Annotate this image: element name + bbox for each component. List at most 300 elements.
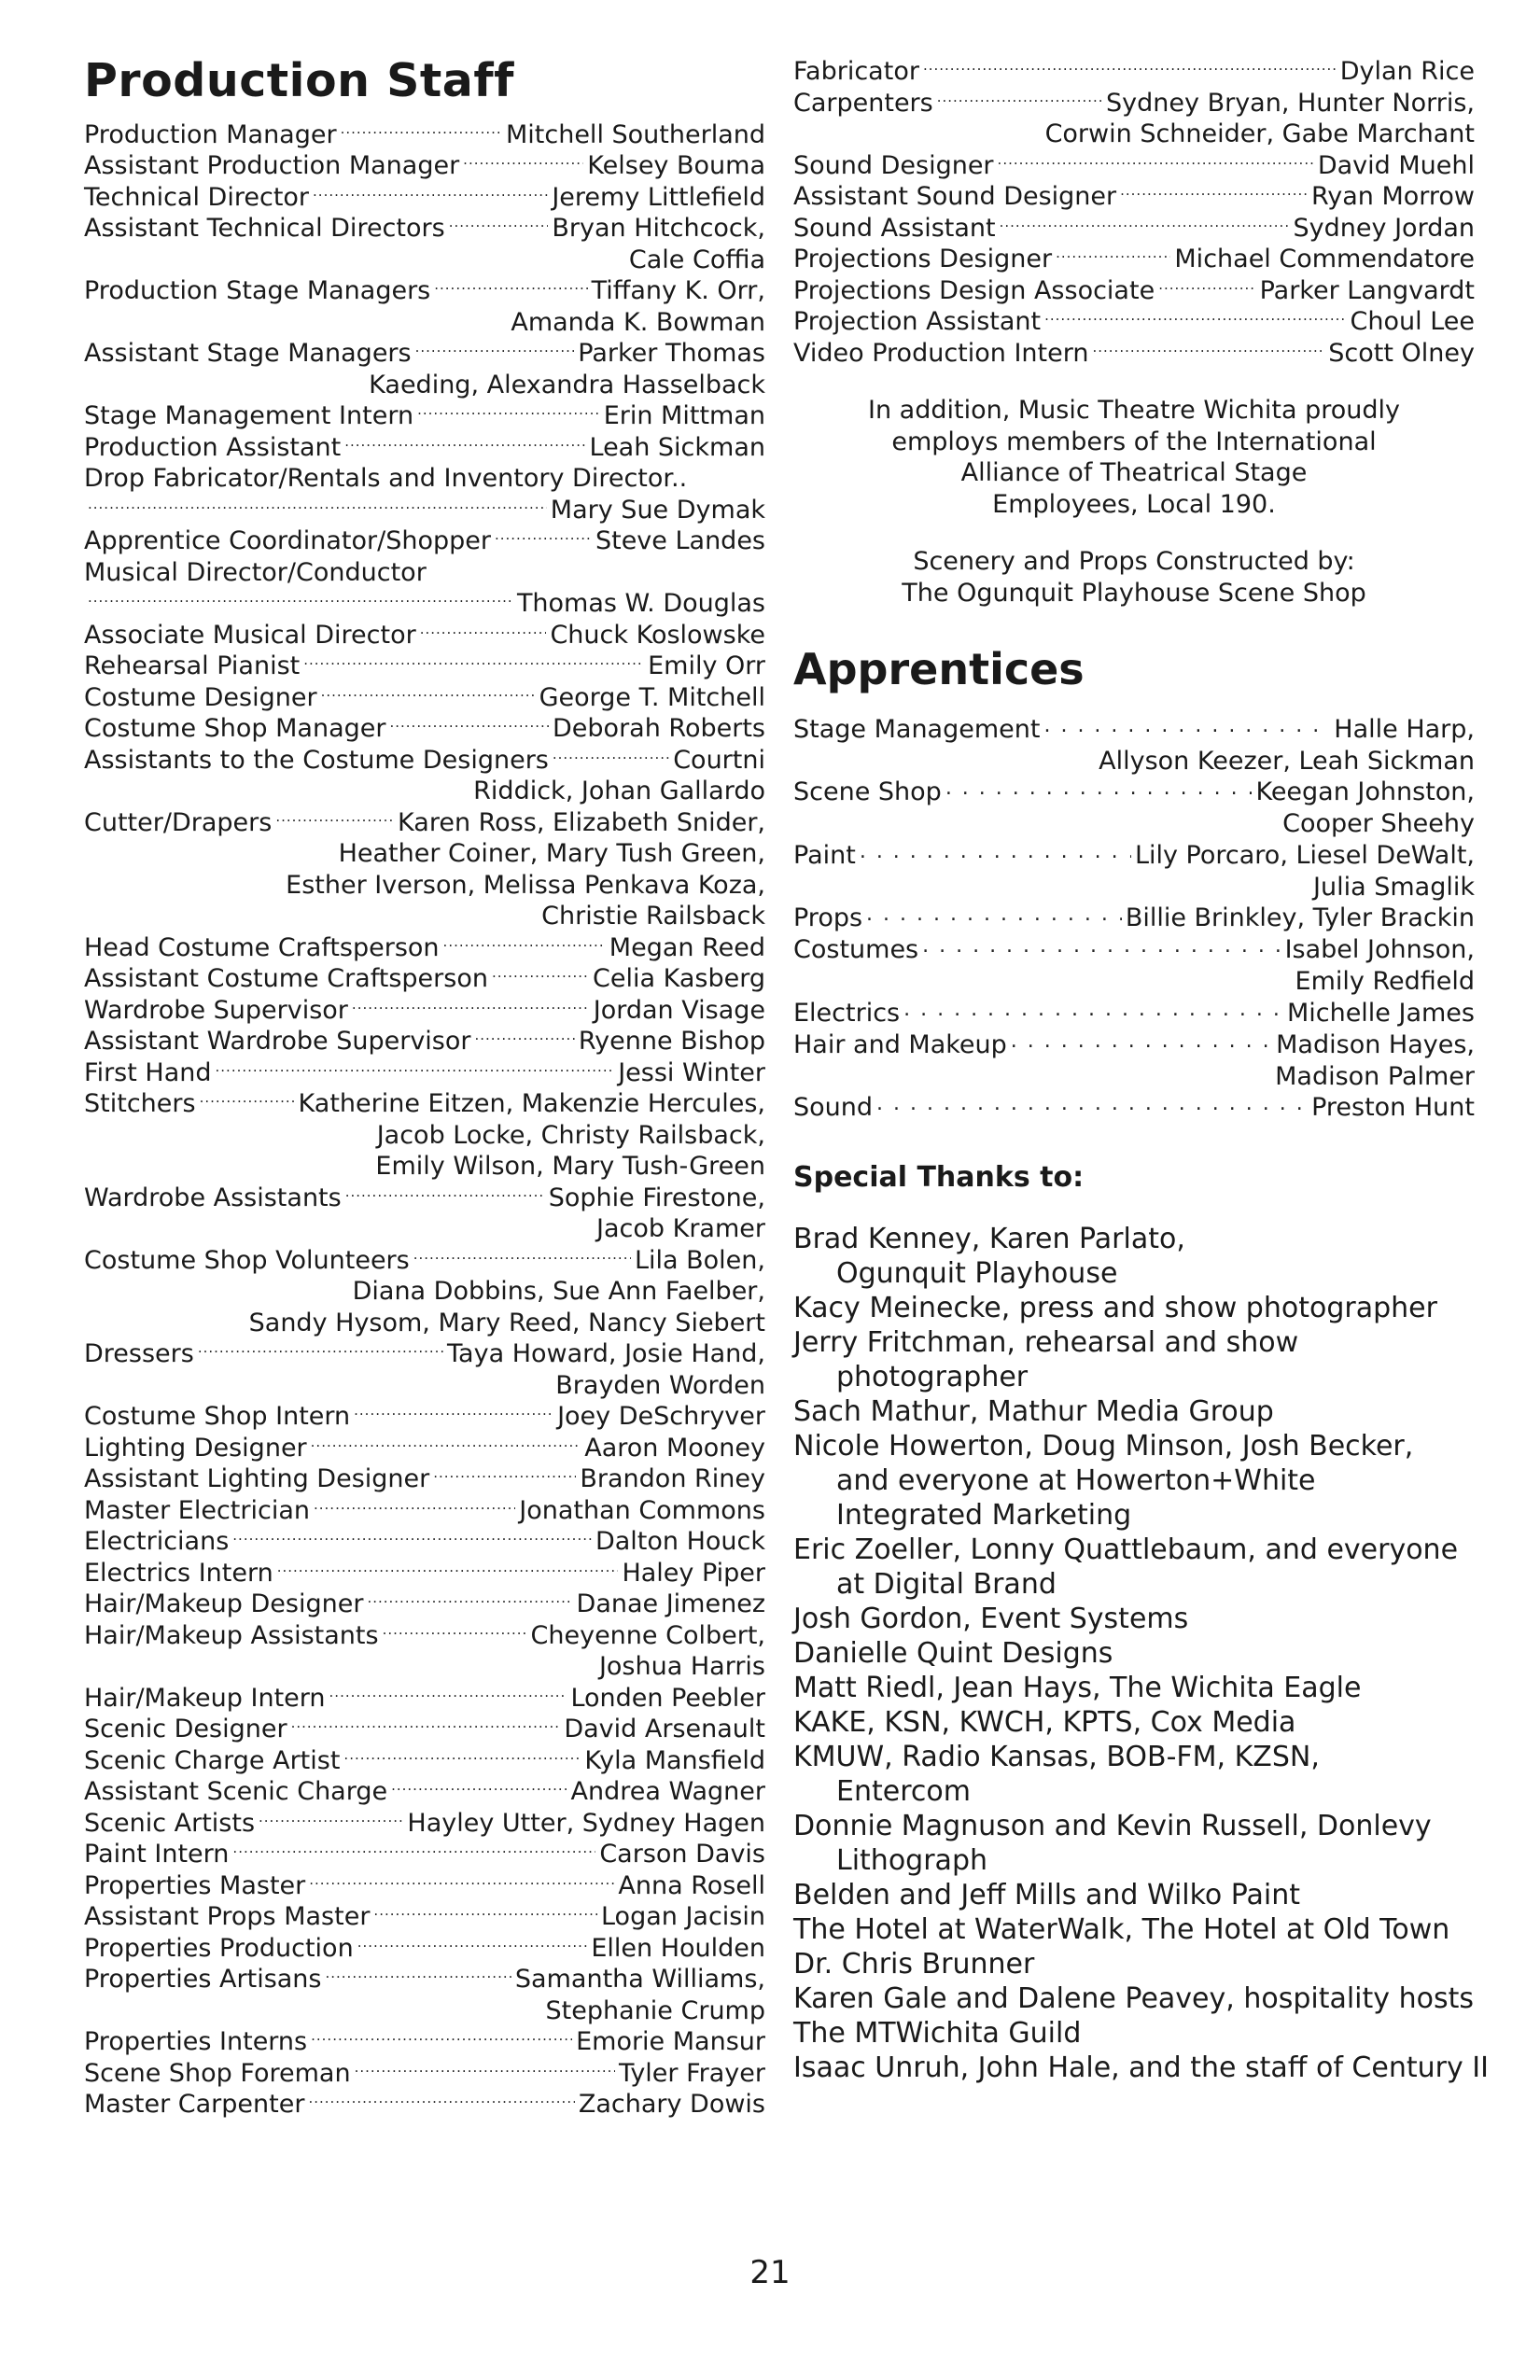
credit-name: Courtni bbox=[673, 745, 765, 775]
credit-row bbox=[84, 150, 765, 182]
thanks-item bbox=[793, 1878, 1475, 1912]
credit-role: Scenic Charge Artist bbox=[84, 1745, 341, 1775]
credit-row bbox=[84, 1964, 765, 1995]
credit-row bbox=[84, 1714, 765, 1745]
credit-role: Electricians bbox=[84, 1527, 230, 1557]
credit-role: Sound Assistant bbox=[793, 213, 996, 243]
dot-leader bbox=[492, 963, 589, 995]
credit-row bbox=[793, 213, 1475, 245]
thanks-item bbox=[793, 1947, 1475, 1981]
credit-role: Video Production Intern bbox=[793, 338, 1089, 368]
dot-leader bbox=[553, 745, 669, 777]
credit-row bbox=[84, 1776, 765, 1808]
dot-leader bbox=[355, 2058, 615, 2090]
thanks-item bbox=[793, 1394, 1475, 1429]
dot-leader bbox=[198, 1338, 443, 1370]
dot-leader bbox=[391, 1776, 567, 1808]
credit-row bbox=[84, 400, 765, 432]
credit-role: Assistant Lighting Designer bbox=[84, 1464, 430, 1494]
dot-leader bbox=[309, 1870, 614, 1902]
credit-role: Costume Shop Intern bbox=[84, 1402, 351, 1432]
credit-name: Madison Hayes, bbox=[1276, 1029, 1475, 1059]
credit-name: Londen Peebler bbox=[570, 1683, 765, 1713]
credit-row bbox=[84, 1901, 765, 1933]
credit-name: Lila Bolen, bbox=[634, 1245, 765, 1275]
dot-leader bbox=[291, 1714, 561, 1745]
credit-row bbox=[84, 1683, 765, 1715]
credit-row bbox=[84, 620, 765, 651]
thanks-text: KAKE, KSN, KWCH, KPTS, Cox Media bbox=[793, 1706, 1296, 1740]
credit-row bbox=[84, 557, 765, 589]
thanks-item bbox=[793, 1912, 1475, 1947]
credit-role: Master Electrician bbox=[84, 1495, 310, 1525]
credit-role: Carpenters bbox=[793, 88, 933, 118]
credit-name-continued: Esther Iverson, Melissa Penkava Koza, bbox=[286, 870, 765, 900]
credit-role: Paint Intern bbox=[84, 1840, 230, 1869]
credit-name-continued: Julia Smaglik bbox=[1313, 872, 1475, 902]
credit-name: Dalton Houck bbox=[595, 1527, 765, 1557]
thanks-item bbox=[793, 1671, 1475, 1705]
credit-name: Andrea Wagner bbox=[570, 1777, 765, 1807]
credit-row bbox=[793, 903, 1475, 934]
credit-name: Deborah Roberts bbox=[553, 714, 765, 744]
credit-name: Chuck Koslowske bbox=[550, 620, 765, 650]
dot-leader bbox=[415, 338, 575, 370]
credit-name: Sydney Jordan bbox=[1293, 213, 1475, 243]
credit-name: Ryenne Bishop bbox=[578, 1027, 765, 1057]
credit-name: Taya Howard, Josie Hand, bbox=[447, 1339, 765, 1369]
thanks-item bbox=[793, 1429, 1475, 1533]
dot-leader bbox=[1092, 338, 1324, 370]
credit-row bbox=[84, 1057, 765, 1089]
credit-role: Projections Designer bbox=[793, 245, 1053, 273]
credit-role: Hair/Makeup Assistants bbox=[84, 1620, 379, 1650]
dot-leader bbox=[945, 777, 1253, 809]
design-staff-list bbox=[793, 56, 1475, 369]
scenery-line: The Ogunquit Playhouse Scene Shop bbox=[902, 578, 1366, 608]
thanks-text-continued: and everyone at Howerton+White bbox=[836, 1464, 1316, 1498]
credit-row bbox=[84, 1745, 765, 1777]
credit-name-continued: Emily Wilson, Mary Tush-Green bbox=[375, 1152, 765, 1182]
dot-leader bbox=[277, 1558, 619, 1589]
credit-row bbox=[84, 1526, 765, 1558]
credit-row bbox=[793, 88, 1475, 119]
credit-row bbox=[84, 1870, 765, 1902]
credit-row bbox=[793, 244, 1475, 275]
thanks-item bbox=[793, 1705, 1475, 1740]
apprentices-heading: Apprentices bbox=[793, 644, 1085, 694]
credit-row bbox=[793, 275, 1475, 307]
iatse-line: Employees, Local 190. bbox=[992, 489, 1276, 519]
credit-row bbox=[793, 181, 1475, 213]
credit-role: Costume Designer bbox=[84, 682, 317, 712]
credit-name-continued: Jacob Locke, Christy Railsback, bbox=[376, 1120, 765, 1150]
thanks-text: KMUW, Radio Kansas, BOB-FM, KZSN, bbox=[793, 1741, 1320, 1774]
credit-name-continued: Stephanie Crump bbox=[545, 1995, 765, 2025]
credit-row bbox=[84, 1495, 765, 1527]
credit-row bbox=[84, 2058, 765, 2090]
dot-leader bbox=[308, 2089, 574, 2121]
thanks-item bbox=[793, 2051, 1489, 2085]
credit-role: Assistant Scenic Charge bbox=[84, 1777, 388, 1807]
dot-leader bbox=[311, 2026, 572, 2058]
thanks-item bbox=[793, 1981, 1475, 2016]
credit-name: Karen Ross, Elizabeth Snider, bbox=[398, 807, 765, 837]
credit-row bbox=[84, 1933, 765, 1965]
iatse-note bbox=[793, 395, 1475, 609]
dot-leader bbox=[344, 432, 585, 464]
dot-leader bbox=[495, 525, 592, 557]
credit-role: Fabricator bbox=[793, 57, 919, 86]
credit-name-continued: Heather Coiner, Mary Tush Green, bbox=[338, 839, 765, 869]
credit-name: Carson Davis bbox=[599, 1840, 765, 1869]
credit-name: Michelle James bbox=[1286, 998, 1475, 1028]
credit-row bbox=[793, 934, 1475, 966]
credit-name: Dylan Rice bbox=[1339, 57, 1475, 86]
dot-leader bbox=[325, 1964, 511, 1995]
credit-row bbox=[84, 1401, 765, 1433]
iatse-paragraph bbox=[793, 395, 1475, 520]
dot-leader bbox=[1120, 181, 1308, 213]
dot-leader bbox=[1056, 244, 1170, 275]
credit-name: Steve Landes bbox=[595, 526, 765, 556]
credit-role: Apprentice Coordinator/Shopper bbox=[84, 526, 491, 556]
credit-role: Lighting Designer bbox=[84, 1433, 307, 1463]
credit-name: Leah Sickman bbox=[589, 432, 765, 462]
credit-name-continued: Amanda K. Bowman bbox=[511, 307, 765, 337]
credit-row bbox=[84, 807, 765, 839]
credit-name: Mitchell Southerland bbox=[505, 119, 765, 149]
credit-role: Stitchers bbox=[84, 1089, 196, 1119]
credit-name: Tyler Frayer bbox=[619, 2058, 765, 2088]
dot-leader bbox=[314, 1495, 515, 1527]
thanks-text: The MTWichita Guild bbox=[793, 2017, 1082, 2051]
credit-role: Production Assistant bbox=[84, 432, 342, 462]
credit-role: Assistant Costume Craftsperson bbox=[84, 964, 488, 994]
credit-role: Sound bbox=[793, 1093, 874, 1123]
credit-row bbox=[84, 275, 765, 307]
credit-name: Preston Hunt bbox=[1311, 1093, 1475, 1123]
credit-name: Lily Porcaro, Liesel DeWalt, bbox=[1134, 840, 1475, 870]
credit-name: Joey DeSchryver bbox=[557, 1402, 765, 1432]
dot-leader bbox=[259, 1808, 403, 1840]
credit-row bbox=[84, 213, 765, 245]
credit-name: Halle Harp, bbox=[1334, 714, 1475, 744]
credit-name: Michael Commendatore bbox=[1174, 245, 1475, 273]
credit-name-continued: Madison Palmer bbox=[1275, 1061, 1475, 1091]
credit-name: Parker Thomas bbox=[578, 339, 765, 369]
credit-role: Rehearsal Pianist bbox=[84, 651, 301, 681]
dot-leader bbox=[275, 807, 394, 839]
dot-leader bbox=[373, 1901, 597, 1933]
credit-role: Assistant Stage Managers bbox=[84, 339, 412, 369]
credit-name: Thomas W. Douglas bbox=[516, 589, 765, 619]
dot-leader bbox=[413, 1245, 631, 1277]
thanks-text: Josh Gordon, Event Systems bbox=[793, 1603, 1189, 1636]
credit-row bbox=[84, 463, 765, 495]
credit-row bbox=[84, 932, 765, 964]
credit-role: Costume Shop Manager bbox=[84, 714, 386, 744]
dot-leader bbox=[1158, 275, 1255, 307]
credit-role: Projections Design Associate bbox=[793, 275, 1155, 305]
thanks-text: Karen Gale and Dalene Peavey, hospitality hosts bbox=[793, 1982, 1474, 2016]
thanks-text: Belden and Jeff Mills and Wilko Paint bbox=[793, 1879, 1301, 1912]
credit-name: Haley Piper bbox=[622, 1558, 765, 1588]
credit-row bbox=[84, 963, 765, 995]
credit-name: Celia Kasberg bbox=[593, 964, 765, 994]
credit-row bbox=[84, 682, 765, 714]
credit-role: Stage Management Intern bbox=[84, 401, 414, 431]
credit-row bbox=[84, 651, 765, 682]
credit-role: Assistant Technical Directors bbox=[84, 214, 445, 244]
credit-name: Sydney Bryan, Hunter Norris, bbox=[1106, 88, 1475, 118]
credit-role: Technical Director bbox=[84, 182, 310, 212]
credit-name-continued: Jacob Kramer bbox=[596, 1214, 765, 1244]
dot-leader bbox=[341, 119, 502, 151]
credit-role: Assistant Sound Designer bbox=[793, 182, 1117, 211]
credit-row bbox=[84, 713, 765, 745]
credit-name: Bryan Hitchcock, bbox=[552, 214, 765, 244]
iatse-line: Alliance of Theatrical Stage bbox=[960, 458, 1308, 487]
credit-row bbox=[793, 714, 1475, 746]
credit-name: Danae Jimenez bbox=[576, 1589, 765, 1619]
credit-name: Brandon Riney bbox=[580, 1464, 765, 1494]
credit-row bbox=[84, 1183, 765, 1214]
thanks-text-continued: Integrated Marketing bbox=[836, 1499, 1132, 1533]
thanks-text: Danielle Quint Designs bbox=[793, 1637, 1113, 1671]
credit-name: Isabel Johnson, bbox=[1284, 935, 1475, 965]
iatse-line: In addition, Music Theatre Wichita proudly bbox=[868, 396, 1400, 425]
production-staff-heading: Production Staff bbox=[84, 54, 514, 107]
dot-leader bbox=[345, 1183, 545, 1214]
credit-name: Scott Olney bbox=[1328, 338, 1475, 368]
credit-name: George T. Mitchell bbox=[539, 682, 765, 712]
credit-role: Musical Director/Conductor bbox=[84, 557, 427, 587]
credit-row bbox=[84, 525, 765, 557]
thanks-text: Donnie Magnuson and Kevin Russell, Donlevy bbox=[793, 1810, 1432, 1843]
thanks-item bbox=[793, 1222, 1475, 1291]
credit-row bbox=[84, 182, 765, 214]
dot-leader bbox=[923, 56, 1337, 88]
thanks-item bbox=[793, 1291, 1475, 1325]
dot-leader bbox=[876, 1093, 1308, 1125]
credit-role: Costumes bbox=[793, 935, 919, 965]
credit-row bbox=[84, 1338, 765, 1370]
dot-leader bbox=[937, 88, 1102, 119]
credit-role: Wardrobe Supervisor bbox=[84, 995, 348, 1025]
thanks-text: Eric Zoeller, Lonny Quattlebaum, and everyone bbox=[793, 1533, 1459, 1567]
dot-leader bbox=[434, 275, 587, 307]
credit-role: Hair and Makeup bbox=[793, 1029, 1007, 1059]
credit-row bbox=[84, 495, 765, 526]
credit-row bbox=[84, 1839, 765, 1870]
dot-leader bbox=[313, 182, 548, 214]
dot-leader bbox=[352, 995, 590, 1027]
credit-name-continued: Cooper Sheehy bbox=[1282, 809, 1475, 839]
credit-name: Jordan Visage bbox=[593, 995, 765, 1025]
credit-role: Assistant Wardrobe Supervisor bbox=[84, 1027, 471, 1057]
credit-role: Scene Shop bbox=[793, 777, 942, 807]
credit-name-continued: Christie Railsback bbox=[541, 902, 765, 931]
dot-leader bbox=[321, 682, 536, 714]
credit-name: Megan Reed bbox=[609, 932, 765, 962]
credit-name: Zachary Dowis bbox=[578, 2090, 765, 2120]
credit-row bbox=[84, 1620, 765, 1652]
credit-name: Billie Brinkley, Tyler Brackin bbox=[1125, 903, 1475, 933]
thanks-text-continued: Ogunquit Playhouse bbox=[836, 1257, 1118, 1291]
credit-name-continued: Brayden Worden bbox=[555, 1370, 765, 1400]
thanks-item bbox=[793, 1602, 1475, 1636]
credit-name-continued: Allyson Keezer, Leah Sickman bbox=[1099, 746, 1475, 776]
credit-role: Projection Assistant bbox=[793, 307, 1042, 336]
credit-name: Logan Jacisin bbox=[600, 1902, 765, 1932]
right-column bbox=[793, 56, 1489, 2085]
credit-name: Hayley Utter, Sydney Hagen bbox=[407, 1808, 765, 1838]
credit-role: Scenic Artists bbox=[84, 1808, 256, 1838]
thanks-text: Matt Riedl, Jean Hays, The Wichita Eagle bbox=[793, 1672, 1362, 1705]
credit-role: Associate Musical Director bbox=[84, 620, 416, 650]
thanks-item bbox=[793, 2016, 1475, 2051]
dot-leader bbox=[88, 495, 547, 526]
credit-row bbox=[84, 588, 765, 620]
credit-row bbox=[84, 745, 765, 777]
credit-row bbox=[793, 1092, 1475, 1124]
credit-name: David Arsenault bbox=[564, 1715, 765, 1744]
credit-name: Samantha Williams, bbox=[514, 1965, 765, 1995]
credit-name: Cheyenne Colbert, bbox=[530, 1620, 765, 1650]
thanks-text-continued: at Digital Brand bbox=[836, 1568, 1057, 1602]
credit-name: Ryan Morrow bbox=[1310, 182, 1475, 211]
credit-row bbox=[793, 338, 1475, 370]
credit-row bbox=[84, 338, 765, 370]
credit-name-continued: Riddick, Johan Gallardo bbox=[473, 777, 765, 806]
credit-name-continued: Cale Coffia bbox=[628, 245, 765, 274]
dot-leader bbox=[311, 1433, 581, 1464]
thanks-text: Sach Mathur, Mathur Media Group bbox=[793, 1395, 1274, 1429]
credit-role: Scenic Designer bbox=[84, 1715, 287, 1744]
credit-row bbox=[84, 2089, 765, 2121]
credit-role: Paint bbox=[793, 840, 856, 870]
credit-name-continued: Sandy Hysom, Mary Reed, Nancy Siebert bbox=[248, 1308, 765, 1337]
credit-row bbox=[84, 1558, 765, 1589]
credit-row bbox=[84, 1589, 765, 1620]
dot-leader bbox=[998, 150, 1314, 182]
credit-name: Katherine Eitzen, Makenzie Hercules, bbox=[298, 1089, 765, 1119]
credit-name: Tiffany K. Orr, bbox=[591, 276, 765, 306]
scenery-paragraph bbox=[793, 546, 1475, 609]
credit-role: Head Costume Craftsperson bbox=[84, 932, 440, 962]
thanks-text-continued: photographer bbox=[836, 1361, 1029, 1394]
credit-role: Dressers bbox=[84, 1339, 194, 1369]
credit-role: Master Carpenter bbox=[84, 2090, 305, 2120]
credit-role: First Hand bbox=[84, 1057, 212, 1087]
thanks-text: Brad Kenney, Karen Parlato, bbox=[793, 1223, 1185, 1256]
credit-name: Keegan Johnston, bbox=[1255, 777, 1475, 807]
credit-name: Kyla Mansfield bbox=[584, 1745, 765, 1775]
thanks-text: Jerry Fritchman, rehearsal and show bbox=[793, 1326, 1299, 1360]
thanks-text-continued: Lithograph bbox=[836, 1844, 987, 1878]
dot-leader bbox=[420, 620, 547, 651]
page-number: 21 bbox=[749, 2254, 791, 2291]
credit-name: Jessi Winter bbox=[618, 1057, 765, 1087]
dot-leader bbox=[1043, 714, 1330, 746]
dot-leader bbox=[449, 213, 549, 245]
credit-role: Drop Fabricator/Rentals and Inventory Director.. bbox=[84, 464, 688, 494]
credit-role: Costume Shop Volunteers bbox=[84, 1245, 410, 1275]
credit-name-continued: Corwin Schneider, Gabe Marchant bbox=[1044, 119, 1475, 148]
credit-role: Assistant Production Manager bbox=[84, 151, 460, 181]
thanks-item bbox=[793, 1636, 1475, 1671]
dot-leader bbox=[367, 1589, 572, 1620]
thanks-text-continued: Entercom bbox=[836, 1775, 971, 1809]
dot-leader bbox=[903, 998, 1283, 1029]
dot-leader bbox=[1000, 213, 1290, 245]
dot-leader bbox=[88, 588, 513, 620]
credit-role: Production Stage Managers bbox=[84, 276, 431, 306]
apprentices-list bbox=[793, 714, 1475, 1125]
dot-leader bbox=[357, 1933, 588, 1965]
dot-leader bbox=[216, 1057, 615, 1089]
credit-role: Production Manager bbox=[84, 119, 337, 149]
credit-row bbox=[84, 2026, 765, 2058]
credit-name: Choul Lee bbox=[1350, 307, 1475, 336]
dot-leader bbox=[354, 1401, 553, 1433]
dot-leader bbox=[475, 1026, 575, 1057]
credit-row bbox=[84, 995, 765, 1027]
iatse-line: employs members of the International bbox=[891, 427, 1377, 456]
credit-row bbox=[84, 119, 765, 151]
dot-leader bbox=[200, 1088, 295, 1120]
credit-name: Sophie Firestone, bbox=[548, 1183, 765, 1212]
credit-role: Sound Designer bbox=[793, 150, 994, 180]
thanks-text: The Hotel at WaterWalk, The Hotel at Old Town bbox=[793, 1913, 1450, 1947]
credit-role: Electrics Intern bbox=[84, 1558, 273, 1588]
dot-leader bbox=[1044, 306, 1346, 338]
credit-role: Properties Production bbox=[84, 1933, 354, 1963]
special-thanks-heading: Special Thanks to: bbox=[793, 1161, 1085, 1195]
special-thanks-list bbox=[793, 1222, 1489, 2085]
dot-leader bbox=[383, 1620, 527, 1652]
dot-leader bbox=[232, 1526, 592, 1558]
credit-name: Erin Mittman bbox=[603, 401, 765, 431]
thanks-text: Kacy Meinecke, press and show photographer bbox=[793, 1292, 1437, 1325]
credit-role: Wardrobe Assistants bbox=[84, 1183, 342, 1212]
thanks-item bbox=[793, 1740, 1475, 1809]
dot-leader bbox=[443, 932, 606, 964]
credit-row bbox=[793, 150, 1475, 182]
credit-row bbox=[84, 1088, 765, 1120]
credit-name: David Muehl bbox=[1317, 150, 1475, 180]
credit-name: Kelsey Bouma bbox=[587, 151, 765, 181]
thanks-text: Isaac Unruh, John Hale, and the staff of Century II bbox=[793, 2051, 1489, 2085]
credit-name: Emily Orr bbox=[648, 651, 765, 681]
scenery-line: Scenery and Props Constructed by: bbox=[913, 547, 1355, 576]
credit-row bbox=[84, 432, 765, 464]
credit-row bbox=[793, 777, 1475, 808]
credit-role: Properties Artisans bbox=[84, 1965, 322, 1995]
dot-leader bbox=[463, 150, 583, 182]
credit-role: Electrics bbox=[793, 998, 901, 1028]
dot-leader bbox=[303, 651, 644, 682]
credit-name: Anna Rosell bbox=[618, 1870, 765, 1900]
dot-leader bbox=[866, 903, 1122, 935]
credit-role: Assistants to the Costume Designers bbox=[84, 745, 549, 775]
thanks-item bbox=[793, 1533, 1475, 1602]
credit-role: Props bbox=[793, 903, 863, 933]
credit-name: Aaron Mooney bbox=[584, 1433, 765, 1463]
credit-name: Mary Sue Dymak bbox=[550, 495, 765, 525]
credit-name-continued: Kaeding, Alexandra Hasselback bbox=[369, 370, 765, 399]
